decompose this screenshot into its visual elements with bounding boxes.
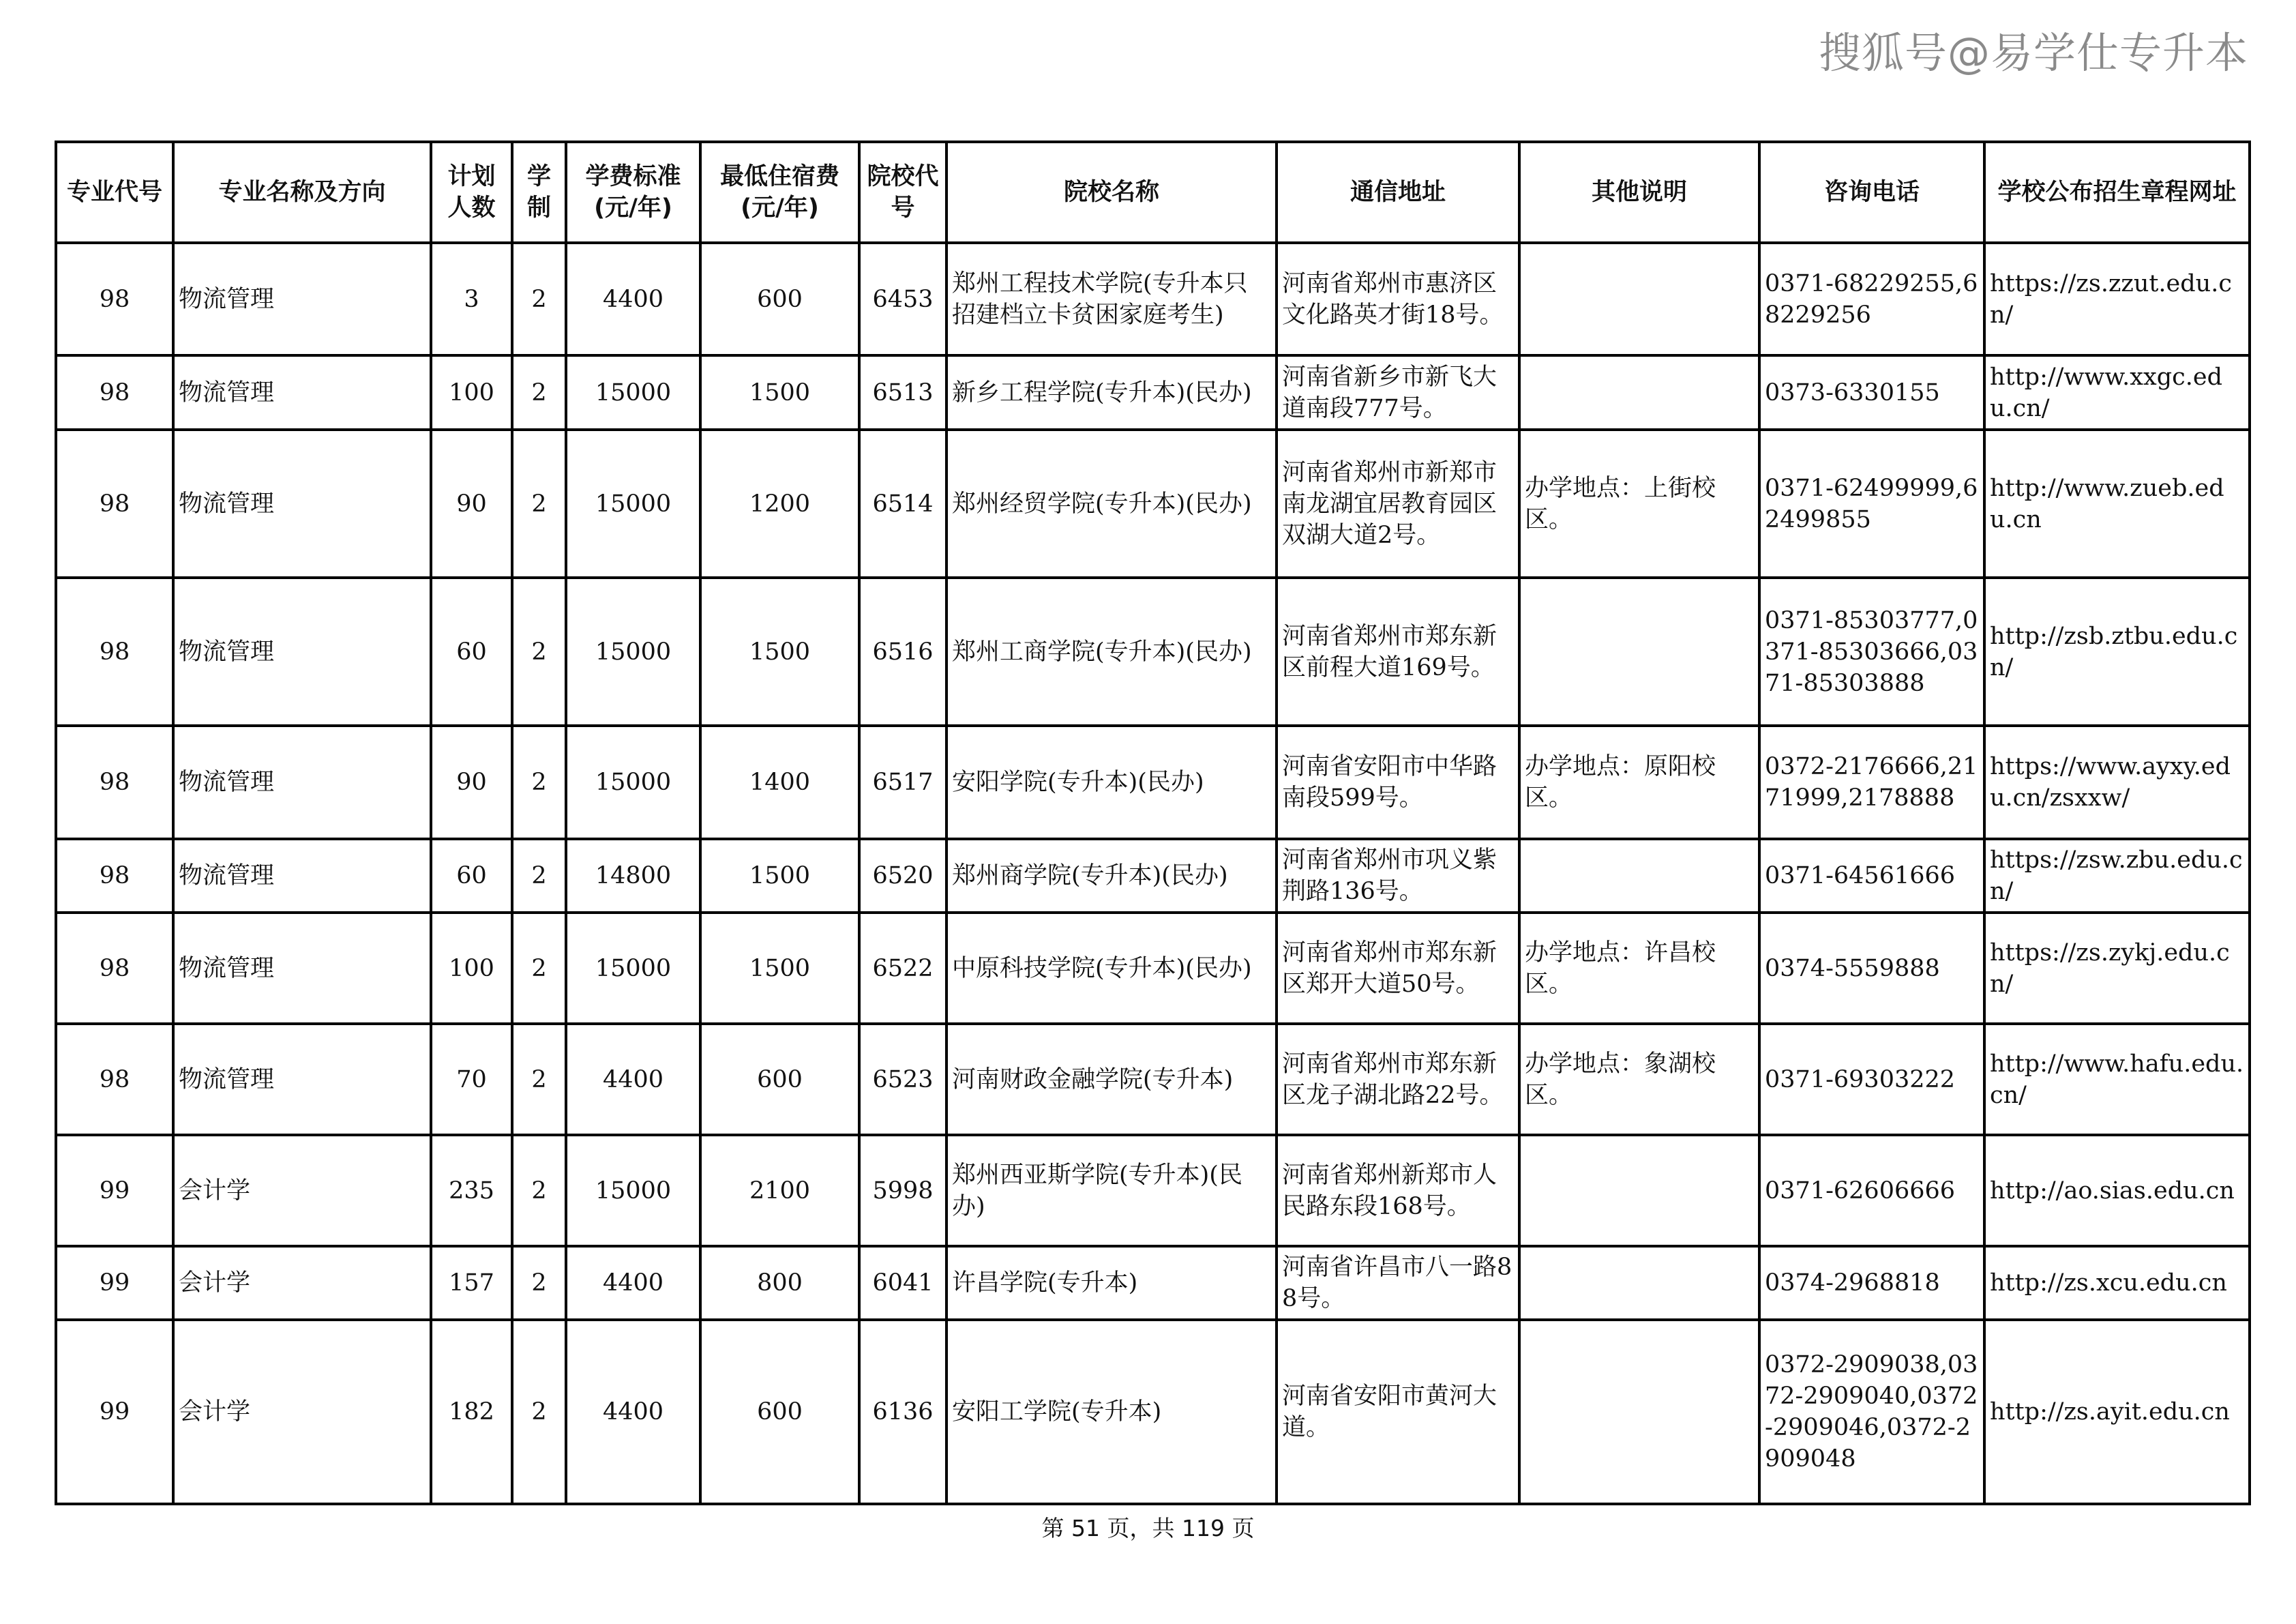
cell-notes bbox=[1519, 243, 1759, 355]
cell-phone: 0374-2968818 bbox=[1759, 1246, 1984, 1320]
header-school-name: 院校名称 bbox=[946, 142, 1277, 243]
cell-study-years: 2 bbox=[512, 1320, 566, 1504]
cell-plan-count: 60 bbox=[431, 578, 512, 726]
cell-address: 河南省安阳市中华路南段599号。 bbox=[1277, 726, 1519, 839]
cell-school-code: 6514 bbox=[859, 430, 946, 578]
cell-school-name: 安阳工学院(专升本) bbox=[946, 1320, 1277, 1504]
cell-school-code: 6136 bbox=[859, 1320, 946, 1504]
cell-major-code: 98 bbox=[56, 243, 173, 355]
cell-study-years: 2 bbox=[512, 243, 566, 355]
cell-major-name: 会计学 bbox=[173, 1135, 431, 1246]
cell-url: https://zs.zzut.edu.cn/ bbox=[1984, 243, 2250, 355]
cell-school-code: 6041 bbox=[859, 1246, 946, 1320]
cell-major-name: 物流管理 bbox=[173, 578, 431, 726]
cell-major-code: 98 bbox=[56, 430, 173, 578]
cell-major-name: 会计学 bbox=[173, 1246, 431, 1320]
cell-study-years: 2 bbox=[512, 430, 566, 578]
cell-study-years: 2 bbox=[512, 726, 566, 839]
cell-notes: 办学地点：许昌校区。 bbox=[1519, 913, 1759, 1024]
cell-dorm-fee: 600 bbox=[700, 243, 859, 355]
cell-major-code: 99 bbox=[56, 1135, 173, 1246]
cell-major-code: 99 bbox=[56, 1246, 173, 1320]
table-row bbox=[56, 913, 2250, 1024]
cell-major-name: 物流管理 bbox=[173, 243, 431, 355]
table-row bbox=[56, 1320, 2250, 1504]
table-row bbox=[56, 1024, 2250, 1135]
cell-address: 河南省新乡市新飞大道南段777号。 bbox=[1277, 355, 1519, 430]
cell-address: 河南省郑州新郑市人民路东段168号。 bbox=[1277, 1135, 1519, 1246]
cell-phone: 0371-64561666 bbox=[1759, 839, 1984, 913]
cell-tuition: 4400 bbox=[566, 1246, 700, 1320]
cell-notes: 办学地点：象湖校区。 bbox=[1519, 1024, 1759, 1135]
cell-major-code: 99 bbox=[56, 1320, 173, 1504]
cell-study-years: 2 bbox=[512, 913, 566, 1024]
admissions-table bbox=[55, 141, 2251, 1505]
cell-phone: 0371-85303777,0371-85303666,0371-85303888 bbox=[1759, 578, 1984, 726]
cell-tuition: 15000 bbox=[566, 726, 700, 839]
table-row bbox=[56, 726, 2250, 839]
cell-phone: 0373-6330155 bbox=[1759, 355, 1984, 430]
cell-school-code: 6517 bbox=[859, 726, 946, 839]
cell-tuition: 15000 bbox=[566, 355, 700, 430]
cell-address: 河南省郑州市郑东新区郑开大道50号。 bbox=[1277, 913, 1519, 1024]
cell-address: 河南省安阳市黄河大道。 bbox=[1277, 1320, 1519, 1504]
cell-url: http://zs.xcu.edu.cn bbox=[1984, 1246, 2250, 1320]
header-study-years: 学制 bbox=[512, 142, 566, 243]
cell-plan-count: 100 bbox=[431, 355, 512, 430]
cell-study-years: 2 bbox=[512, 355, 566, 430]
cell-school-name: 郑州西亚斯学院(专升本)(民办) bbox=[946, 1135, 1277, 1246]
cell-school-code: 6523 bbox=[859, 1024, 946, 1135]
header-url: 学校公布招生章程网址 bbox=[1984, 142, 2250, 243]
cell-address: 河南省许昌市八一路88号。 bbox=[1277, 1246, 1519, 1320]
cell-notes bbox=[1519, 1246, 1759, 1320]
header-major-code: 专业代号 bbox=[56, 142, 173, 243]
cell-address: 河南省郑州市郑东新区前程大道169号。 bbox=[1277, 578, 1519, 726]
cell-school-name: 许昌学院(专升本) bbox=[946, 1246, 1277, 1320]
cell-school-name: 郑州工商学院(专升本)(民办) bbox=[946, 578, 1277, 726]
cell-school-name: 郑州商学院(专升本)(民办) bbox=[946, 839, 1277, 913]
cell-plan-count: 70 bbox=[431, 1024, 512, 1135]
table-body bbox=[56, 243, 2250, 1504]
cell-major-name: 会计学 bbox=[173, 1320, 431, 1504]
table-row bbox=[56, 243, 2250, 355]
cell-major-name: 物流管理 bbox=[173, 726, 431, 839]
cell-phone: 0372-2176666,2171999,2178888 bbox=[1759, 726, 1984, 839]
cell-plan-count: 90 bbox=[431, 726, 512, 839]
cell-major-name: 物流管理 bbox=[173, 913, 431, 1024]
cell-phone: 0374-5559888 bbox=[1759, 913, 1984, 1024]
cell-address: 河南省郑州市惠济区文化路英才街18号。 bbox=[1277, 243, 1519, 355]
cell-tuition: 15000 bbox=[566, 1135, 700, 1246]
cell-url: http://www.hafu.edu.cn/ bbox=[1984, 1024, 2250, 1135]
cell-tuition: 4400 bbox=[566, 1024, 700, 1135]
cell-major-name: 物流管理 bbox=[173, 839, 431, 913]
cell-url: https://www.ayxy.edu.cn/zsxxw/ bbox=[1984, 726, 2250, 839]
cell-notes: 办学地点：上街校区。 bbox=[1519, 430, 1759, 578]
cell-school-code: 6513 bbox=[859, 355, 946, 430]
cell-notes bbox=[1519, 355, 1759, 430]
cell-url: http://www.xxgc.edu.cn/ bbox=[1984, 355, 2250, 430]
header-notes: 其他说明 bbox=[1519, 142, 1759, 243]
cell-study-years: 2 bbox=[512, 1246, 566, 1320]
cell-major-code: 98 bbox=[56, 1024, 173, 1135]
header-phone: 咨询电话 bbox=[1759, 142, 1984, 243]
cell-notes bbox=[1519, 1135, 1759, 1246]
table-row bbox=[56, 578, 2250, 726]
cell-notes bbox=[1519, 578, 1759, 726]
cell-dorm-fee: 800 bbox=[700, 1246, 859, 1320]
cell-study-years: 2 bbox=[512, 839, 566, 913]
cell-major-name: 物流管理 bbox=[173, 1024, 431, 1135]
table-row bbox=[56, 430, 2250, 578]
cell-study-years: 2 bbox=[512, 578, 566, 726]
cell-address: 河南省郑州市巩义紫荆路136号。 bbox=[1277, 839, 1519, 913]
cell-plan-count: 90 bbox=[431, 430, 512, 578]
cell-major-code: 98 bbox=[56, 913, 173, 1024]
cell-school-name: 中原科技学院(专升本)(民办) bbox=[946, 913, 1277, 1024]
cell-phone: 0371-62606666 bbox=[1759, 1135, 1984, 1246]
header-row bbox=[56, 142, 2250, 243]
cell-address: 河南省郑州市郑东新区龙子湖北路22号。 bbox=[1277, 1024, 1519, 1135]
cell-plan-count: 157 bbox=[431, 1246, 512, 1320]
cell-school-code: 6520 bbox=[859, 839, 946, 913]
cell-notes: 办学地点：原阳校区。 bbox=[1519, 726, 1759, 839]
cell-school-name: 郑州工程技术学院(专升本只招建档立卡贫困家庭考生) bbox=[946, 243, 1277, 355]
header-address: 通信地址 bbox=[1277, 142, 1519, 243]
cell-phone: 0371-62499999,62499855 bbox=[1759, 430, 1984, 578]
cell-dorm-fee: 1500 bbox=[700, 913, 859, 1024]
table-row bbox=[56, 355, 2250, 430]
cell-tuition: 14800 bbox=[566, 839, 700, 913]
cell-url: http://zs.ayit.edu.cn bbox=[1984, 1320, 2250, 1504]
cell-dorm-fee: 1500 bbox=[700, 355, 859, 430]
sohu-watermark: 搜狐号@易学仕专升本 bbox=[1818, 28, 2248, 78]
cell-url: http://ao.sias.edu.cn bbox=[1984, 1135, 2250, 1246]
cell-address: 河南省郑州市新郑市南龙湖宜居教育园区双湖大道2号。 bbox=[1277, 430, 1519, 578]
header-major-name: 专业名称及方向 bbox=[173, 142, 431, 243]
cell-dorm-fee: 1500 bbox=[700, 578, 859, 726]
table-row bbox=[56, 1135, 2250, 1246]
cell-school-name: 新乡工程学院(专升本)(民办) bbox=[946, 355, 1277, 430]
cell-phone: 0371-69303222 bbox=[1759, 1024, 1984, 1135]
cell-dorm-fee: 1400 bbox=[700, 726, 859, 839]
cell-dorm-fee: 1200 bbox=[700, 430, 859, 578]
cell-plan-count: 60 bbox=[431, 839, 512, 913]
cell-school-code: 6522 bbox=[859, 913, 946, 1024]
cell-plan-count: 182 bbox=[431, 1320, 512, 1504]
page-number: 第 51 页，共 119 页 bbox=[1041, 1515, 1255, 1541]
cell-url: https://zsw.zbu.edu.cn/ bbox=[1984, 839, 2250, 913]
cell-dorm-fee: 2100 bbox=[700, 1135, 859, 1246]
header-tuition: 学费标准(元/年) bbox=[566, 142, 700, 243]
cell-major-code: 98 bbox=[56, 578, 173, 726]
cell-tuition: 15000 bbox=[566, 913, 700, 1024]
cell-dorm-fee: 1500 bbox=[700, 839, 859, 913]
cell-phone: 0372-2909038,0372-2909040,0372-2909046,0372-2909048 bbox=[1759, 1320, 1984, 1504]
cell-school-name: 安阳学院(专升本)(民办) bbox=[946, 726, 1277, 839]
cell-major-name: 物流管理 bbox=[173, 355, 431, 430]
header-school-code: 院校代号 bbox=[859, 142, 946, 243]
cell-url: https://zs.zykj.edu.cn/ bbox=[1984, 913, 2250, 1024]
cell-school-code: 6453 bbox=[859, 243, 946, 355]
table-row bbox=[56, 1246, 2250, 1320]
cell-plan-count: 235 bbox=[431, 1135, 512, 1246]
cell-notes bbox=[1519, 839, 1759, 913]
cell-school-name: 河南财政金融学院(专升本) bbox=[946, 1024, 1277, 1135]
cell-plan-count: 3 bbox=[431, 243, 512, 355]
cell-school-code: 6516 bbox=[859, 578, 946, 726]
cell-study-years: 2 bbox=[512, 1024, 566, 1135]
cell-tuition: 15000 bbox=[566, 430, 700, 578]
cell-major-code: 98 bbox=[56, 355, 173, 430]
cell-plan-count: 100 bbox=[431, 913, 512, 1024]
header-plan-count: 计划人数 bbox=[431, 142, 512, 243]
cell-study-years: 2 bbox=[512, 1135, 566, 1246]
cell-dorm-fee: 600 bbox=[700, 1024, 859, 1135]
cell-major-code: 98 bbox=[56, 839, 173, 913]
cell-dorm-fee: 600 bbox=[700, 1320, 859, 1504]
cell-tuition: 15000 bbox=[566, 578, 700, 726]
cell-notes bbox=[1519, 1320, 1759, 1504]
cell-phone: 0371-68229255,68229256 bbox=[1759, 243, 1984, 355]
cell-major-code: 98 bbox=[56, 726, 173, 839]
cell-major-name: 物流管理 bbox=[173, 430, 431, 578]
cell-tuition: 4400 bbox=[566, 243, 700, 355]
cell-tuition: 4400 bbox=[566, 1320, 700, 1504]
cell-url: http://www.zueb.edu.cn bbox=[1984, 430, 2250, 578]
cell-school-name: 郑州经贸学院(专升本)(民办) bbox=[946, 430, 1277, 578]
cell-school-code: 5998 bbox=[859, 1135, 946, 1246]
header-dorm-fee: 最低住宿费(元/年) bbox=[700, 142, 859, 243]
cell-url: http://zsb.ztbu.edu.cn/ bbox=[1984, 578, 2250, 726]
table-row bbox=[56, 839, 2250, 913]
